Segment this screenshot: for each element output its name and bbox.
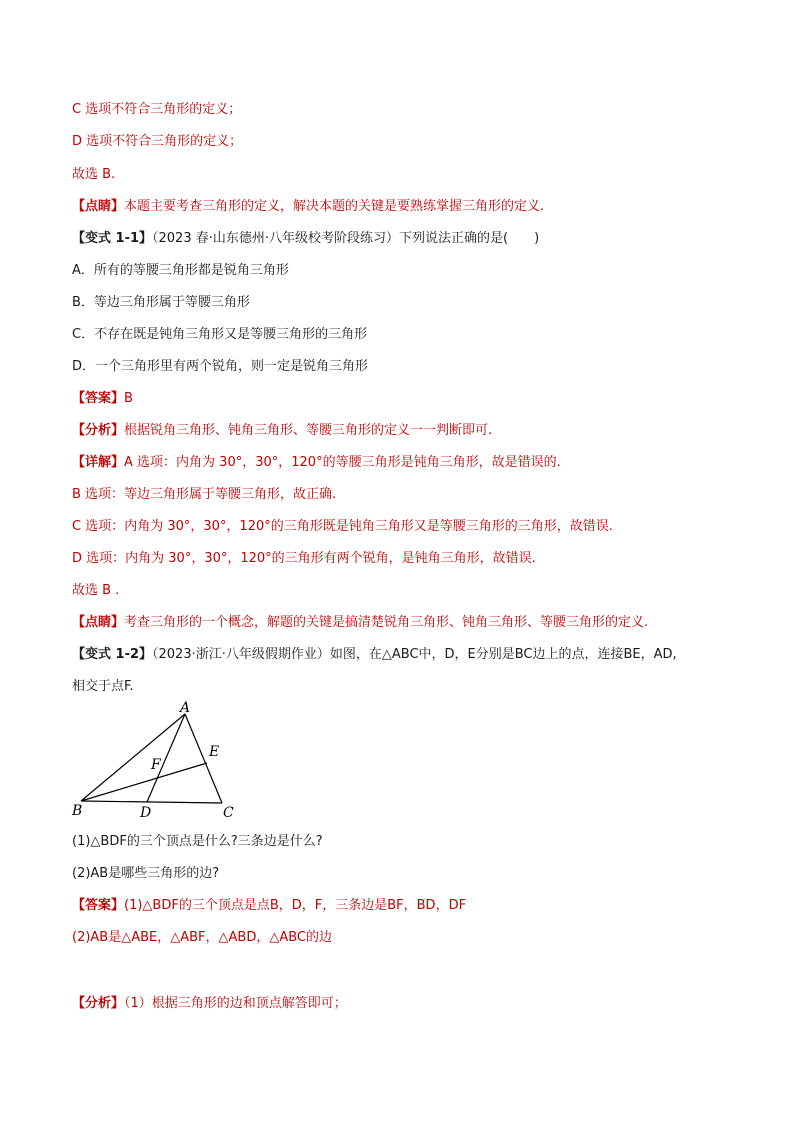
question-2: (2)AB是哪些三角形的边?	[72, 866, 220, 881]
label-b: B	[72, 803, 83, 819]
question-1: (1)△BDF的三个顶点是什么?三条边是什么?	[72, 834, 323, 849]
option-c: C．不存在既是钝角三角形又是等腰三角形的三角形	[72, 327, 368, 342]
label-f: F	[151, 757, 161, 773]
answer-1: 【答案】B	[72, 391, 133, 406]
text-line: C 选项不符合三角形的定义；	[72, 102, 242, 117]
text-line: D 选项不符合三角形的定义；	[72, 134, 243, 149]
analysis-2: 【分析】（1）根据三角形的边和顶点解答即可；	[72, 996, 347, 1011]
segment-bc	[81, 801, 222, 803]
segment-be	[81, 763, 207, 801]
variant-1-2-heading: 【变式 1-2】（2023·浙江·八年级假期作业）如图，在△ABC中，D，E分别是BC边上的点，连接BE，AD,	[72, 647, 677, 662]
point-note-2: 【点睛】考查三角形的一个概念，解题的关键是搞清楚锐角三角形、钝角三角形、等腰三角形的定义.	[72, 615, 649, 630]
select-b: 故选 B .	[72, 583, 120, 598]
point-note: 【点睛】本题主要考查三角形的定义，解决本题的关键是要熟练掌握三角形的定义.	[72, 199, 545, 214]
variant-1-2-continued: 相交于点F.	[72, 679, 134, 694]
answer-2b: (2)AB是△ABE，△ABF，△ABD，△ABC的边	[72, 930, 333, 945]
label-d: D	[140, 805, 152, 821]
segment-ab	[81, 714, 185, 801]
label-e: E	[209, 744, 220, 760]
variant-1-1-heading: 【变式 1-1】（2023 春·山东德州·八年级校考阶段练习）下列说法正确的是( )	[72, 231, 540, 246]
triangle-figure	[70, 700, 250, 825]
detail-c: C 选项：内角为 30°，30°，120°的三角形既是钝角三角形又是等腰三角形的三角形，故错误.	[72, 519, 613, 534]
option-b: B．等边三角形属于等腰三角形	[72, 295, 250, 310]
option-a: A．所有的等腰三角形都是锐角三角形	[72, 263, 289, 278]
text-line: 故选 B.	[72, 167, 116, 182]
option-d: D．一个三角形里有两个锐角，则一定是锐角三角形	[72, 359, 369, 374]
detail-b: B 选项：等边三角形属于等腰三角形，故正确.	[72, 487, 337, 502]
analysis-1: 【分析】根据锐角三角形、钝角三角形、等腰三角形的定义一一判断即可.	[72, 423, 493, 438]
detail-d: D 选项：内角为 30°，30°，120°的三角形有两个锐角，是钝角三角形，故错误.	[72, 551, 536, 566]
label-a: A	[180, 700, 191, 716]
answer-2: 【答案】(1)△BDF的三个顶点是点B，D，F，三条边是BF，BD，DF	[72, 898, 467, 913]
detail: 【详解】A 选项：内角为 30°，30°，120°的等腰三角形是钝角三角形，故是错误的.	[72, 455, 561, 470]
label-c: C	[223, 805, 234, 821]
